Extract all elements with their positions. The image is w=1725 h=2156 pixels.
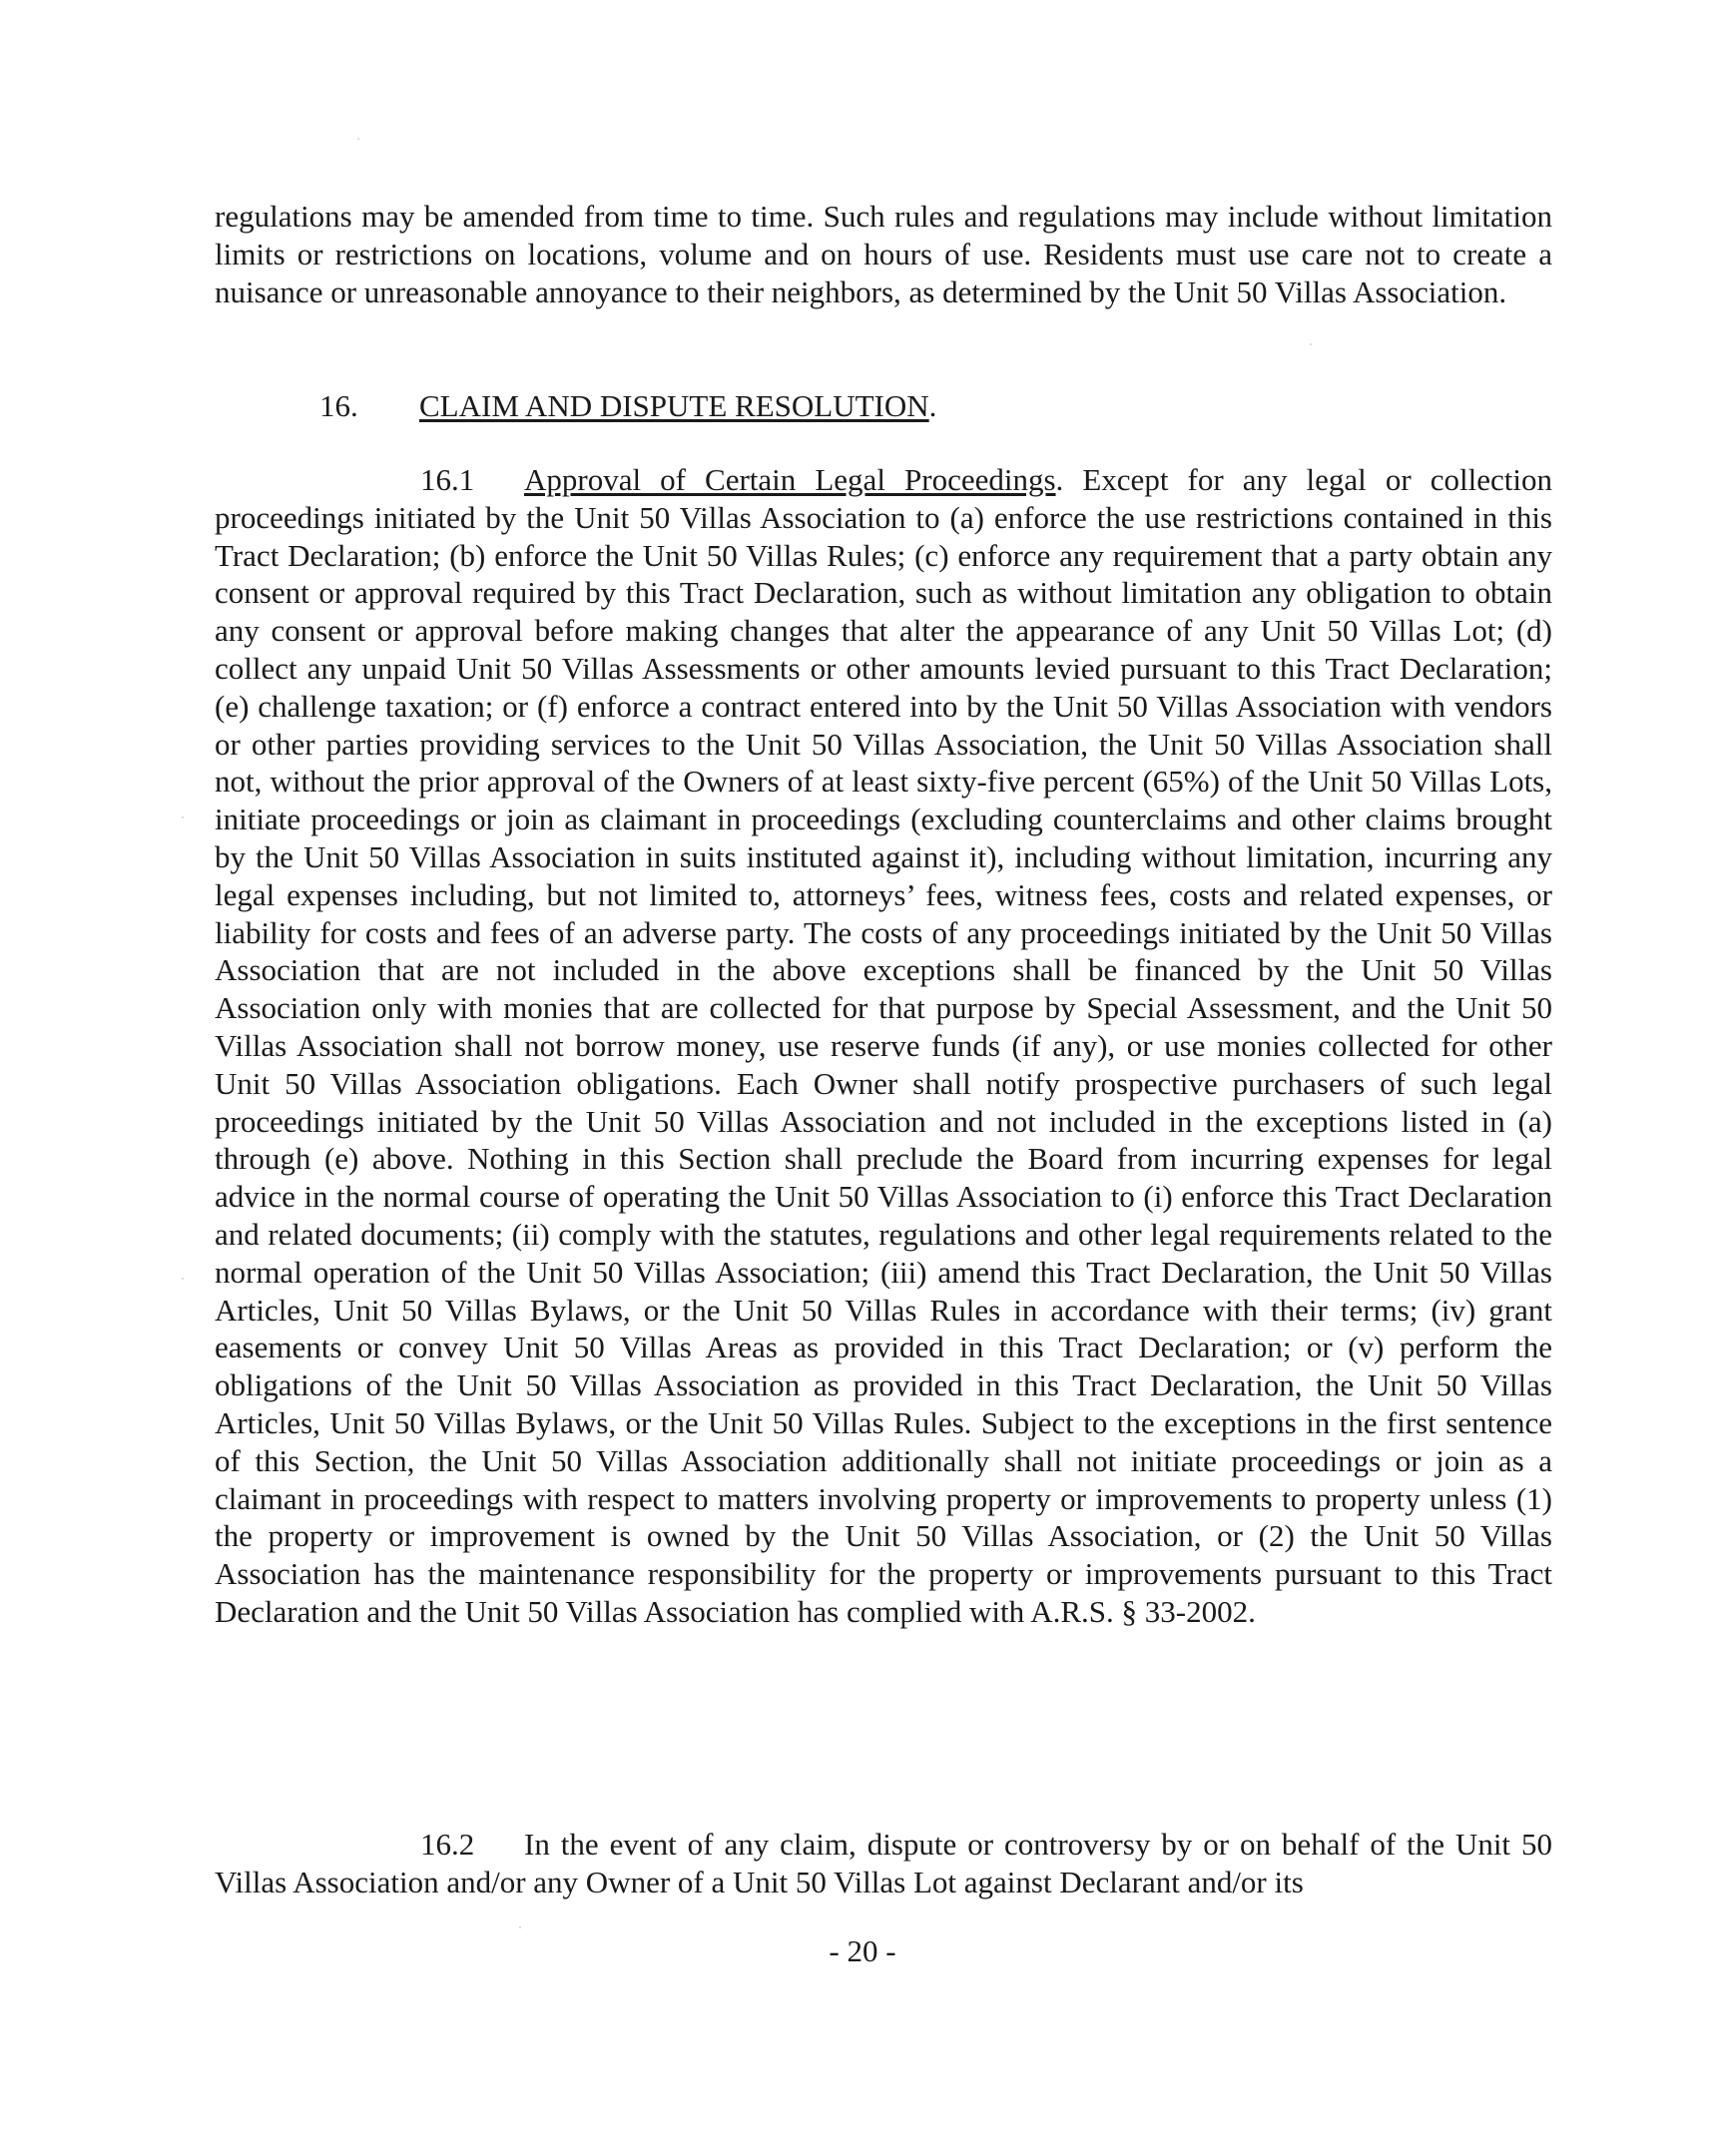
scan-speck — [182, 1278, 184, 1280]
page-number: - 20 - — [829, 1933, 896, 1968]
subsection-16-2-body: In the event of any claim, dispute or controversy by or on behalf of the Unit 50 Villas Association and/or any Owner of a Unit 50 Villas Lot against Declarant and/or its — [215, 1827, 1552, 1899]
section-title-period: . — [928, 388, 937, 423]
section-heading — [319, 387, 936, 425]
subsection-16-1-number: 16.1 — [420, 462, 475, 497]
scan-speck — [357, 138, 359, 140]
subsection-16-2 — [215, 1826, 1552, 1901]
section-title: CLAIM AND DISPUTE RESOLUTION — [419, 388, 929, 423]
subsection-16-1-title: Approval of Certain Legal Proceedings — [524, 462, 1056, 497]
scan-speck — [1310, 343, 1312, 345]
subsection-16-2-number: 16.2 — [420, 1827, 475, 1862]
scan-speck — [519, 1926, 521, 1928]
scan-speck — [182, 816, 184, 818]
subsection-16-1-title-period: . — [1055, 462, 1064, 497]
intro-paragraph: regulations may be amended from time to time. Such rules and regulations may include without limitation limits or restrictions on locations, volume and on hours of use. Residents must use care not to create a nuisance or unreasonable annoyance to their neighbors, as determined by the Unit 50 Villas Association. — [215, 199, 1552, 309]
section-number: 16. — [319, 388, 358, 423]
subsection-16-1-body: Except for any legal or collection proceedings initiated by the Unit 50 Villas Association to (a) enforce the use restrictions contained in this Tract Declaration; (b) enforce the Unit 50 Villas Rules; (c) enforce any requirement that a party obtain any consent or approval required by this Tract Declaration, such as without limitation any obligation to obtain any consent or approval before making changes that alter the appearance of any Unit 50 Villas Lot; (d) collect any unpaid Unit 50 Villas Assessments or other amounts levied pursuant to this Tract Declaration; (e) challenge taxation; or (f) enforce a contract entered into by the Unit 50 Villas Association with vendors or other parties providing services to the Unit 50 Villas Association, the Unit 50 Villas Association shall not, without the prior approval of the Owners of at least sixty-five percent (65%) of the Unit 50 Villas Lots, initiate proceedings or join as claimant in proceedings (excluding counterclaims and other claims brought by the Unit 50 Villas Association in suits instituted against it), including without limitation, incurring any legal expenses including, but not limited to, attorneys’ fees, witness fees, costs and related expenses, or liability for costs and fees of an adverse party. The costs of any proceedings initiated by the Unit 50 Villas Association that are not included in the above exceptions shall be financed by the Unit 50 Villas Association only with monies that are collected for that purpose by Special Assessment, and the Unit 50 Villas Association shall not borrow money, use reserve funds (if any), or use monies collected for other Unit 50 Villas Association obligations. Each Owner shall notify prospective purchasers of such legal proceedings initiated by the Unit 50 Villas Association and not included in the exceptions listed in (a) through (e) above. Nothing in this Section shall preclude the Board from incurring expenses for legal advice in the normal course of operating the Unit 50 Villas Association to (i) enforce this Tract Declaration and related documents; (ii) comply with the statutes, regulations and other legal requirements related to the normal operation of the Unit 50 Villas Association; (iii) amend this Tract Declaration, the Unit 50 Villas Articles, Unit 50 Villas Bylaws, or the Unit 50 Villas Rules in accordance with their terms; (iv) grant easements or convey Unit 50 Villas Areas as provided in this Tract Declaration; or (v) perform the obligations of the Unit 50 Villas Association as provided in this Tract Declaration, the Unit 50 Villas Articles, Unit 50 Villas Bylaws, or the Unit 50 Villas Rules. Subject to the exceptions in the first sentence of this Section, the Unit 50 Villas Association additionally shall not initiate proceedings or join as a claimant in proceedings with respect to matters involving property or improvements to property unless (1) the property or improvement is owned by the Unit 50 Villas Association, or (2) the Unit 50 Villas Association has the maintenance responsibility for the property or improvements pursuant to this Tract Declaration and the Unit 50 Villas Association has complied with A.R.S. § 33-2002. — [215, 462, 1552, 1629]
subsection-16-1 — [215, 461, 1552, 1631]
